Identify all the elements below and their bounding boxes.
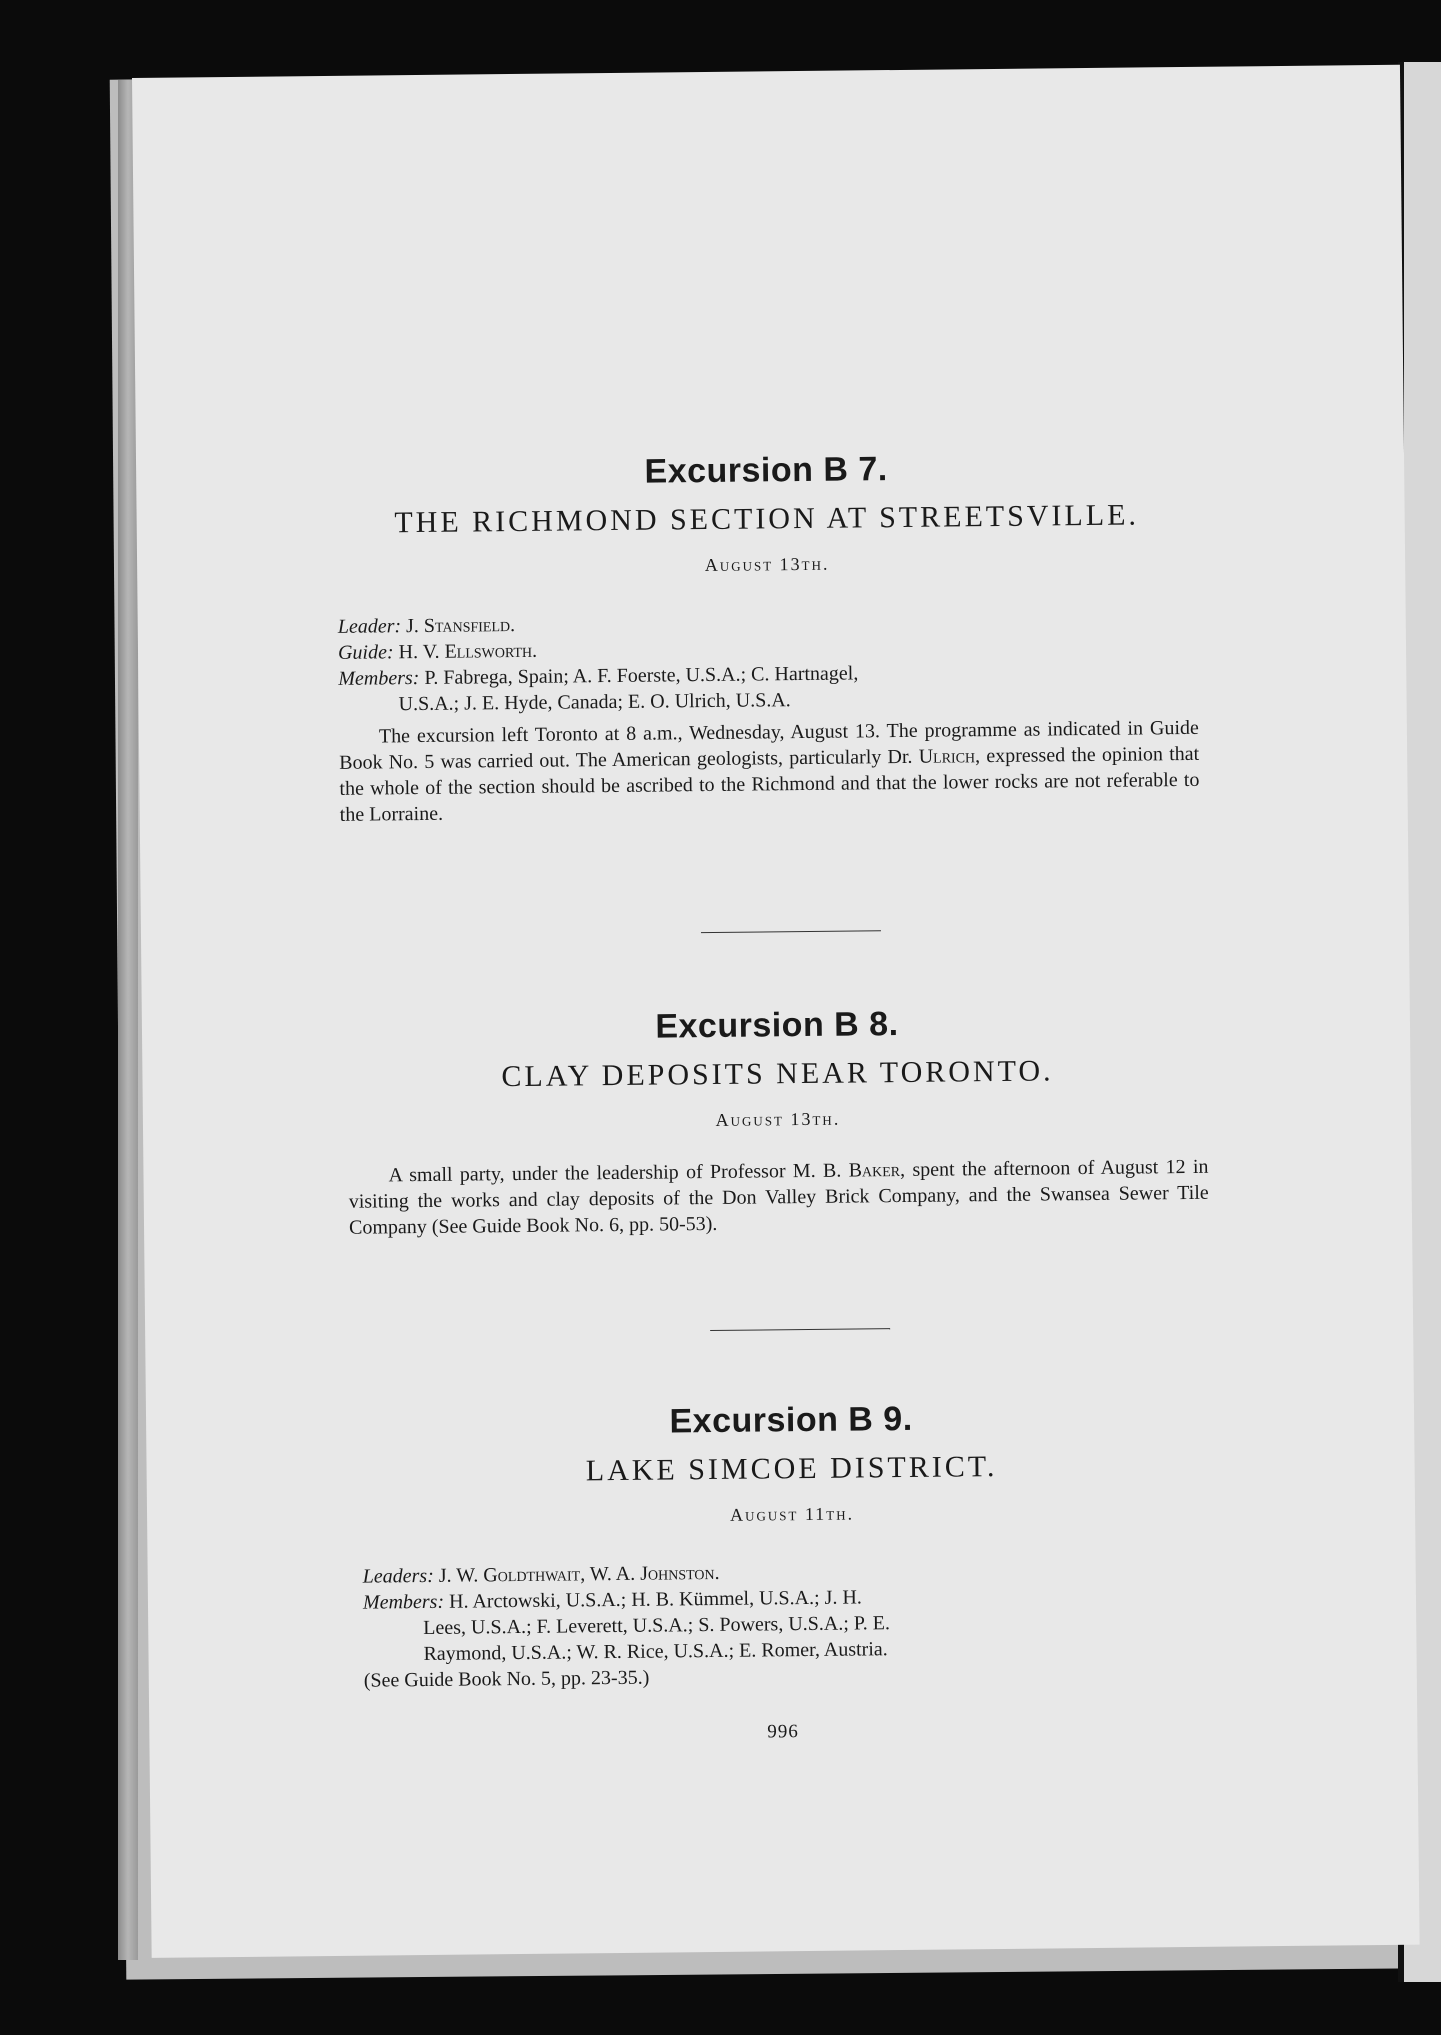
members-list-cont: Lees, U.S.A.; F. Leverett, U.S.A.; S. Powers, U.S.A.; P. E.	[423, 1612, 891, 1640]
excursion-b7	[336, 447, 1200, 828]
participants	[363, 1555, 1224, 1694]
members-list-cont: U.S.A.; J. E. Hyde, Canada; E. O. Ulrich, U.S.A.	[398, 689, 791, 716]
leader-label: Leader:	[337, 615, 402, 638]
excursion-date: August 11th.	[729, 1503, 855, 1525]
excursion-date: August 13th.	[704, 553, 830, 576]
excursion-b9	[361, 1397, 1224, 1694]
paragraph-name: Baker	[848, 1159, 901, 1182]
guide-label: Guide:	[337, 641, 394, 664]
paragraph-name: Ulrich	[918, 745, 976, 768]
book-page	[132, 65, 1420, 1958]
members-list: P. Fabrega, Spain; A. F. Foerste, U.S.A.; C. Hartnagel,	[424, 662, 859, 689]
leaders-label: Leaders:	[362, 1564, 434, 1588]
members-label: Members:	[338, 667, 420, 690]
excursion-b8	[347, 1002, 1209, 1241]
guide-reference: (See Guide Book No. 5, pp. 23-35.)	[363, 1666, 650, 1692]
excursion-paragraph	[339, 715, 1200, 828]
paragraph-text-cont: , spent the afternoon of August 12 in visiting the works and clay deposits of the Don Valley Brick Company, and the Swansea Sewer Tile Company (See Guide Book No. 6, pp. 50-53).	[348, 1155, 1209, 1239]
excursion-title: Excursion B 9.	[669, 1399, 913, 1441]
excursion-subtitle: THE RICHMOND SECTION AT STREETSVILLE.	[394, 498, 1140, 540]
page-content	[132, 65, 1420, 1958]
members-label: Members:	[362, 1590, 445, 1614]
paragraph-text-cont: , expressed the opinion that the whole of the section should be ascribed to the Richmond and that the lower rocks are not referable to the Lorraine.	[339, 742, 1200, 826]
section-divider	[701, 930, 881, 933]
excursion-title: Excursion B 7.	[644, 450, 888, 491]
leader-name: J. Stansfield.	[405, 614, 516, 638]
guide-name: H. V. Ellsworth.	[398, 639, 538, 664]
participants	[338, 605, 1199, 718]
excursion-paragraph	[348, 1154, 1209, 1241]
excursion-subtitle: CLAY DEPOSITS NEAR TORONTO.	[501, 1054, 1054, 1094]
excursion-date: August 13th.	[715, 1108, 841, 1130]
page-number: 996	[767, 1721, 799, 1743]
paragraph-text: The excursion left Toronto at 8 a.m., Wednesday, August 13. The programme as indicated in Guide Book No. 5 was carried out. The American geologists, particularly Dr.	[339, 716, 1199, 774]
excursion-title: Excursion B 8.	[655, 1005, 899, 1046]
leaders-names: J. W. Goldthwait, W. A. Johnston.	[438, 1561, 720, 1587]
members-list: H. Arctowski, U.S.A.; H. B. Kümmel, U.S.A.; J. H.	[448, 1586, 862, 1613]
excursion-subtitle: LAKE SIMCOE DISTRICT.	[585, 1450, 998, 1488]
section-divider	[710, 1328, 890, 1331]
paragraph-text: A small party, under the leadership of Professor M. B.	[388, 1159, 842, 1187]
members-list-cont-2: Raymond, U.S.A.; W. R. Rice, U.S.A.; E. Romer, Austria.	[423, 1638, 888, 1666]
